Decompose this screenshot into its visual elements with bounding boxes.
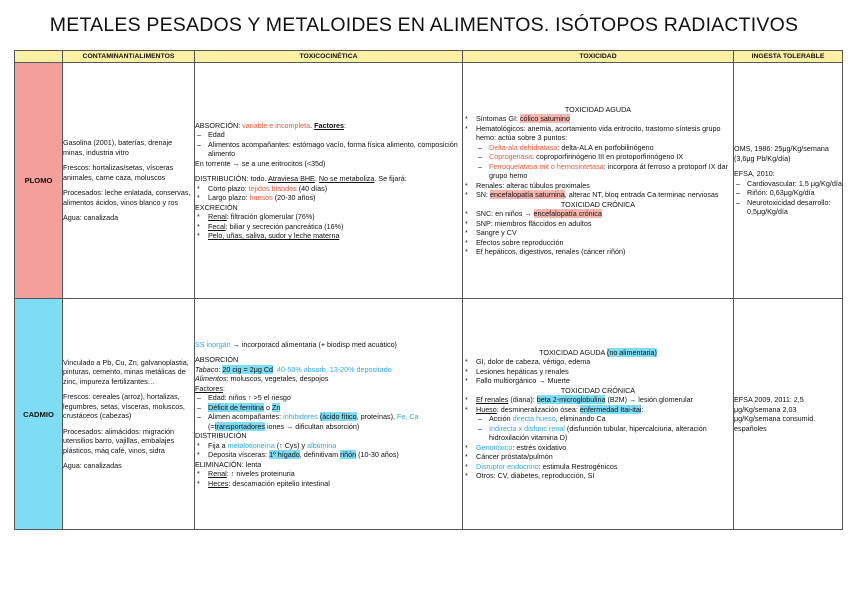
list-item: * Fallo multiorgánico → Muerte (463, 376, 733, 386)
list-item: * Renales: alterac túbulos proximales (463, 181, 733, 191)
list-item: – Indirecta x disfunc renal (disfunción tubular, hipercalciuria, alteración hidroxilación vitamina D) (463, 424, 733, 443)
list-item: * Lesiones hepáticas y renales (463, 367, 733, 377)
plomo-contam-processed: Procesados: leche enlatada, conservas, alimentos ácidos, vinos blanco y ros (63, 188, 191, 207)
list-item: * Pelo, uñas, saliva, sudor y leche materna (195, 231, 462, 241)
cadmio-ss: SS inorgán → incorporacd alimentaria (+ biodisp med acuático) (195, 339, 397, 349)
plomo-distribution-list (195, 184, 462, 203)
cadmio-factors-label: Factores: (195, 383, 225, 393)
plomo-contaminants (63, 63, 195, 299)
cadmio-bone-list (463, 414, 733, 443)
cadmio-distribution-label: DISTRIBUCIÓN (195, 431, 247, 441)
list-item: * Sangre y CV (463, 228, 733, 238)
plomo-contam-water: Agua: canalizada (63, 213, 119, 223)
list-item: – Acción directa hueso, eliminando Ca (463, 414, 733, 424)
list-item: – Delta-ala dehidratasa: delta-ALA en porfobilinógeno (463, 143, 733, 153)
list-item: – Alimen acompañantes: inhibidores (ácido fítico, proteínas), Fe, Ca (=transportadores iones → dificultan absorción) (195, 412, 462, 431)
plomo-intake (734, 63, 843, 299)
plomo-row (15, 63, 843, 299)
list-item: – Edad: niños ↑ >5 el riesgo (195, 393, 462, 403)
plomo-toxicokinetics (195, 63, 463, 299)
list-item: * GI, dolor de cabeza, vértigo, edema (463, 357, 733, 367)
plomo-distribution: DISTRIBUCIÓN: todo. Atraviesa BHE. No se metaboliza. Se fijará: (195, 174, 407, 183)
list-item: * Hematológicos: anemia, acortamiento vida eritrocito, trastorno síntesis grupo hemo: actúa sobre 3 puntos: (463, 124, 733, 143)
plomo-absorption-factors (195, 130, 462, 159)
list-item: – Ferroquelatasa mit o hemosintetasa: incorpora át ferroso a protoporf IX dar grupo hemo (463, 162, 733, 181)
cadmio-distribution-list (195, 441, 462, 460)
plomo-chronic-title: TOXICIDAD CRÓNICA (560, 199, 636, 209)
list-item: * Hueso: desmineralización ósea: enfermedad Itai-itai: (463, 405, 733, 415)
cadmio-tabaco: Tabaco: 20 cig = 2μg Cd. 40-50% absorb, 13-20% depositado (195, 364, 392, 374)
list-item: * Renal: filtración glomerular (76%) (195, 212, 462, 222)
list-item: * SNC: en niños → encefalopatía crónica (463, 209, 733, 219)
list-item: * Corto plazo: tejidos blandos (40 días) (195, 184, 462, 194)
list-item: – Edad (195, 130, 462, 140)
list-item: * Largo plazo: huesos (20-30 años) (195, 193, 462, 203)
cadmio-acute-list (463, 357, 733, 386)
plomo-toxicity (463, 63, 734, 299)
plomo-contam-fresh: Frescos: hortalizas/setas, vísceras animales, carne caza, moluscos (63, 163, 174, 182)
cadmio-chronic-list-2 (463, 443, 733, 481)
plomo-acute-list-2 (463, 181, 733, 200)
cadmio-alimentos: Alimentos: moluscos, vegetales, despojos (195, 374, 329, 384)
list-item: – Alimentos acompañantes: estómago vacío, forma física alimento, composición alimento (195, 140, 462, 159)
cadmio-acute-title: TOXICIDAD AGUDA (no alimentaria) (539, 347, 657, 357)
list-item: * Ef hepáticos, digestivos, renales (cáncer riñón) (463, 247, 733, 257)
cadmio-elimination-list (195, 469, 462, 488)
list-item: * Deposita vísceras: 1º hígado, definitivam riñón (10-30 años) (195, 450, 462, 460)
plomo-label: PLOMO (15, 63, 63, 299)
plomo-intake-oms: OMS, 1986: 25μg/Kg/semana (3,6μg Pb/Kg/día) (734, 144, 829, 163)
header-contaminant: CONTAMINANT/ALIMENTOS (63, 51, 195, 63)
list-item: – Cardiovascular: 1,5 μg/Kg/día (734, 179, 842, 189)
list-item: * Ef renales (diana): beta 2-microglobulina (B2M) → lesión glomerular (463, 395, 733, 405)
cadmio-factors-list (195, 393, 462, 431)
cadmio-toxicity (463, 299, 734, 530)
list-item: * Fija a metalotioneína (↑ Cys) y albúmina (195, 441, 462, 451)
list-item: * Efectos sobre reproducción (463, 238, 733, 248)
header-row (15, 51, 843, 63)
plomo-acute-list (463, 114, 733, 143)
header-toxicokinetics: TOXICOCINÉTICA (195, 51, 463, 63)
cadmio-chronic-title: TOXICIDAD CRÓNICA (560, 385, 636, 395)
cadmio-row (15, 299, 843, 530)
list-item: – Coprogenasa: coproporfirinógeno III en protoporfirinógeno IX (463, 152, 733, 162)
list-item: * Disruptor endocrino: estimula Restrogénicos (463, 462, 733, 472)
list-item: * Cáncer próstata/pulmón (463, 452, 733, 462)
header-toxicity: TOXICIDAD (463, 51, 734, 63)
list-item: – Neurotoxicidad desarrollo: 0,5μg/Kg/día (734, 198, 842, 217)
plomo-chronic-list (463, 209, 733, 257)
cadmio-contaminants (63, 299, 195, 530)
header-blank (15, 51, 63, 63)
list-item: * Renal: ↑ niveles proteinuria (195, 469, 462, 479)
cadmio-elimination-label: ELIMINACIÓN: lenta (195, 459, 262, 469)
plomo-hemo-points (463, 143, 733, 181)
cadmio-intake-efsa: EFSA 2009, 2011: 2,5 μg/Kg/semana 2,03 μg/Kg/semana consumid. españoles (734, 395, 816, 433)
plomo-excretion-list (195, 212, 462, 241)
list-item: * Heces: descamación epitelio intestinal (195, 479, 462, 489)
cadmio-label: CADMIO (15, 299, 63, 530)
header-tolerable-intake: INGESTA TOLERABLE (734, 51, 843, 63)
plomo-intake-list (734, 179, 842, 217)
plomo-intake-efsa: EFSA, 2010: (734, 169, 775, 179)
cadmio-chronic-list (463, 395, 733, 414)
cadmio-contam-source: Vinculado a Pb, Cu, Zn, galvanoplastia, pinturas, cemento, minas metálicas de zinc, impureza fertilizantes… (63, 357, 189, 386)
cadmio-toxicokinetics (195, 299, 463, 530)
plomo-torrent: En torrente → se a une eritrocitos (<35d) (195, 158, 326, 168)
list-item: * Genotóxico: estrés oxidativo (463, 443, 733, 453)
list-item: * Síntomas GI: cólico saturnino (463, 114, 733, 124)
plomo-absorption: ABSORCIÓN: variable e incompleta. Factores: (195, 120, 347, 130)
list-item: – Déficit de ferritina o Zn (195, 403, 462, 413)
list-item: * SNP: miembros fláccidos en adultos (463, 219, 733, 229)
list-item: * Fecal: biliar y secreción pancreática (16%) (195, 222, 462, 232)
list-item: * Otros: CV, diabetes, reproducción, SI (463, 471, 733, 481)
list-item: – Riñón: 0,63μg/Kg/día (734, 188, 842, 198)
plomo-contam-source: Gasolina (2001), baterías, drenaje minas, industria vitro (63, 138, 173, 157)
metals-table (14, 50, 843, 530)
cadmio-absorption-label: ABSORCIÓN (195, 355, 239, 365)
plomo-excretion-label: EXCRECIÓN (195, 202, 238, 212)
page-title: METALES PESADOS Y METALOIDES EN ALIMENTOS. ISÓTOPOS RADIACTIVOS (49, 14, 799, 36)
cadmio-contam-water: Agua: canalizadas (63, 461, 122, 470)
plomo-acute-title: TOXICIDAD AGUDA (564, 104, 632, 114)
cadmio-contam-fresh: Frescos: cereales (arroz), hortalizas, legumbres, setas, vísceras, moluscos, crustáceos (cabezas) (63, 392, 185, 420)
list-item: * SN: encefalopatía saturnina, alterac NT, bloq entrada Ca terminac nerviosas (463, 190, 733, 200)
cadmio-intake (734, 299, 843, 530)
cadmio-contam-processed: Procesados: alimácidos: migración utensilios barro, vajillas, embalajes plásticos, máq café, vinos, sidra (63, 426, 175, 455)
